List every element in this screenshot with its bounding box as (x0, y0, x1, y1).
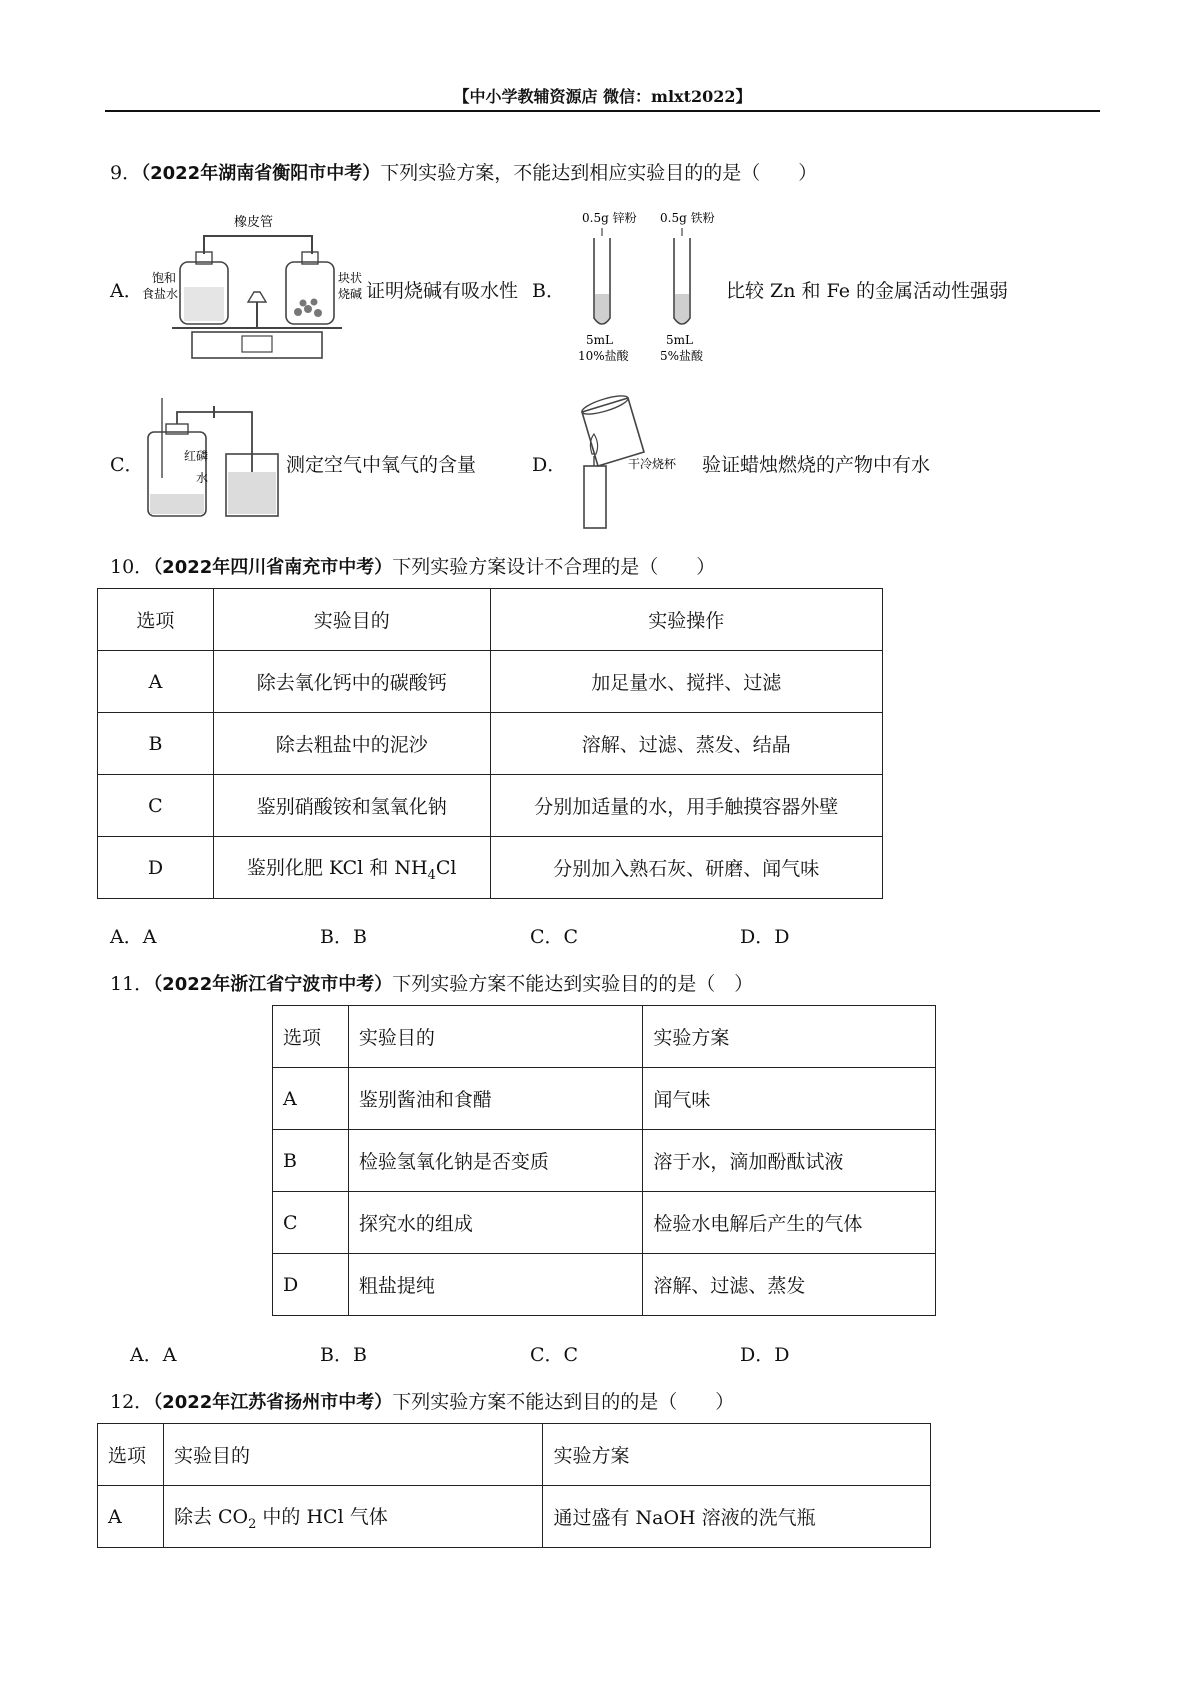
fig-d-label-beaker: 干冷烧杯 (628, 457, 677, 471)
q12-table (97, 1423, 931, 1548)
table-cell (163, 1486, 543, 1548)
table-cell (213, 837, 490, 899)
q11-number: 11． (110, 973, 154, 995)
table-header-cell: 选项 (98, 1424, 164, 1486)
table-cell: A (98, 651, 214, 713)
table-cell: A (98, 1486, 164, 1548)
q10-answer-b: B．B (320, 926, 367, 948)
table-cell: 闻气味 (643, 1068, 936, 1130)
table-row (98, 651, 883, 713)
q9-figure-a (142, 212, 363, 362)
table-cell: D (273, 1254, 349, 1316)
fig-b-label-acid2: 5%盐酸 (660, 349, 704, 363)
q12-text: 下列实验方案不能达到目的的是（ ） (392, 1391, 735, 1413)
q9-option-d-text: 验证蜡烛燃烧的产物中有水 (702, 454, 931, 476)
table-header-cell: 选项 (273, 1006, 349, 1068)
q10-text: 下列实验方案设计不合理的是（ ） (392, 556, 716, 578)
table-cell: C (98, 775, 214, 837)
table-cell: 溶于水，滴加酚酞试液 (643, 1130, 936, 1192)
table-cell: C (273, 1192, 349, 1254)
header-divider (105, 110, 1100, 112)
table-row (273, 1130, 936, 1192)
table-header-cell: 实验目的 (348, 1006, 643, 1068)
table-cell: 分别加适量的水，用手触摸容器外壁 (490, 775, 882, 837)
table-cell: 鉴别硝酸铵和氢氧化钠 (213, 775, 490, 837)
table-cell: 溶解、过滤、蒸发 (643, 1254, 936, 1316)
table-cell: 溶解、过滤、蒸发、结晶 (490, 713, 882, 775)
q9-source: （2022年湖南省衡阳市中考） (141, 163, 381, 184)
table-cell: 粗盐提纯 (348, 1254, 643, 1316)
q9-option-b-letter: B． (532, 280, 565, 302)
q9-option-b-text: 比较 Zn 和 Fe 的金属活动性强弱 (726, 280, 1008, 302)
q9-option-c-letter: C． (110, 454, 144, 476)
q10-table (97, 588, 883, 899)
table-header-row (98, 1424, 931, 1486)
table-row (273, 1068, 936, 1130)
table-header-cell: 实验方案 (543, 1424, 931, 1486)
table-cell: 通过盛有 NaOH 溶液的洗气瓶 (543, 1486, 931, 1548)
q11-answer-b: B．B (320, 1344, 367, 1366)
table-cell: 检验氢氧化钠是否变质 (348, 1130, 643, 1192)
q12-a-goal-post: 中的 HCl 气体 (256, 1505, 388, 1528)
q10-d-goal-post: Cl (435, 856, 457, 879)
table-header-row (98, 589, 883, 651)
table-header-cell: 实验操作 (490, 589, 882, 651)
fig-b-label-acid1: 10%盐酸 (578, 349, 629, 363)
fig-b-label-vol2: 5mL (666, 333, 693, 347)
fig-a-label-2: 食盐水 (142, 287, 179, 301)
table-cell: 检验水电解后产生的气体 (643, 1192, 936, 1254)
table-row (98, 1486, 931, 1548)
fig-a-label-4: 烧碱 (338, 287, 363, 301)
q10-answer-c: C．C (530, 926, 579, 948)
q9-text: 下列实验方案，不能达到相应实验目的的是（ ） (380, 162, 818, 184)
table-header-row (273, 1006, 936, 1068)
q11-answer-c: C．C (530, 1344, 579, 1366)
q12-number: 12． (110, 1391, 154, 1413)
q9-option-c-text: 测定空气中氧气的含量 (286, 454, 477, 476)
fig-a-label-3: 块状 (338, 271, 363, 285)
fig-b-label-vol1: 5mL (586, 333, 613, 347)
q11-answer-a: A．A (130, 1344, 177, 1366)
q11-text: 下列实验方案不能达到实验目的的是（ ） (392, 973, 754, 995)
fig-b-label-iron: 0.5g 铁粉 (660, 211, 715, 225)
table-cell: 鉴别酱油和食醋 (348, 1068, 643, 1130)
q12-a-goal-pre: 除去 CO (173, 1505, 249, 1528)
q12-source: （2022年江苏省扬州市中考） (153, 1392, 393, 1413)
q10-source: （2022年四川省南充市中考） (153, 557, 393, 578)
q9-stem (110, 158, 817, 185)
table-cell: D (98, 837, 214, 899)
fig-c-label-phosphorus: 红磷 (184, 449, 209, 463)
table-cell: 除去粗盐中的泥沙 (213, 713, 490, 775)
q9-option-a-letter: A． (110, 280, 143, 302)
page-header: 【中小学教辅资源店 微信：mlxt2022】 (453, 87, 752, 106)
fig-c-label-water: 水 (196, 471, 209, 485)
q9-figure-c (144, 398, 284, 522)
q10-number: 10． (110, 556, 154, 578)
q9-figure-d (562, 394, 692, 530)
q10-stem (110, 552, 715, 579)
q10-d-goal-pre: 鉴别化肥 KCl 和 NH (246, 856, 428, 879)
q12-a-goal-sub: 2 (248, 1516, 257, 1532)
table-cell: 探究水的组成 (348, 1192, 643, 1254)
fig-a-label-1: 饱和 (152, 271, 177, 285)
table-header-cell: 实验目的 (163, 1424, 543, 1486)
q11-table (272, 1005, 936, 1316)
table-cell: A (273, 1068, 349, 1130)
table-row (98, 713, 883, 775)
table-header-cell: 选项 (98, 589, 214, 651)
table-header-cell: 实验方案 (643, 1006, 936, 1068)
table-cell: 加足量水、搅拌、过滤 (490, 651, 882, 713)
q9-option-d-letter: D． (532, 454, 567, 476)
q9-figure-b (578, 206, 718, 366)
table-row (273, 1192, 936, 1254)
fig-a-label-tube: 橡皮管 (234, 215, 274, 230)
q10-d-goal-sub: 4 (427, 867, 436, 883)
q10-answer-a: A．A (110, 926, 157, 948)
table-row (98, 837, 883, 899)
table-cell: B (273, 1130, 349, 1192)
q9-option-a-text: 证明烧碱有吸水性 (366, 280, 519, 302)
q11-stem (110, 969, 753, 996)
q11-source: （2022年浙江省宁波市中考） (153, 974, 393, 995)
q10-answer-d: D．D (740, 926, 790, 948)
table-cell: 分别加入熟石灰、研磨、闻气味 (490, 837, 882, 899)
table-row (98, 775, 883, 837)
q12-stem (110, 1387, 734, 1414)
table-cell: B (98, 713, 214, 775)
fig-b-label-zinc: 0.5g 锌粉 (582, 211, 637, 225)
q11-answer-d: D．D (740, 1344, 790, 1366)
q9-number: 9． (110, 162, 142, 184)
table-cell: 除去氧化钙中的碳酸钙 (213, 651, 490, 713)
table-header-cell: 实验目的 (213, 589, 490, 651)
table-row (273, 1254, 936, 1316)
